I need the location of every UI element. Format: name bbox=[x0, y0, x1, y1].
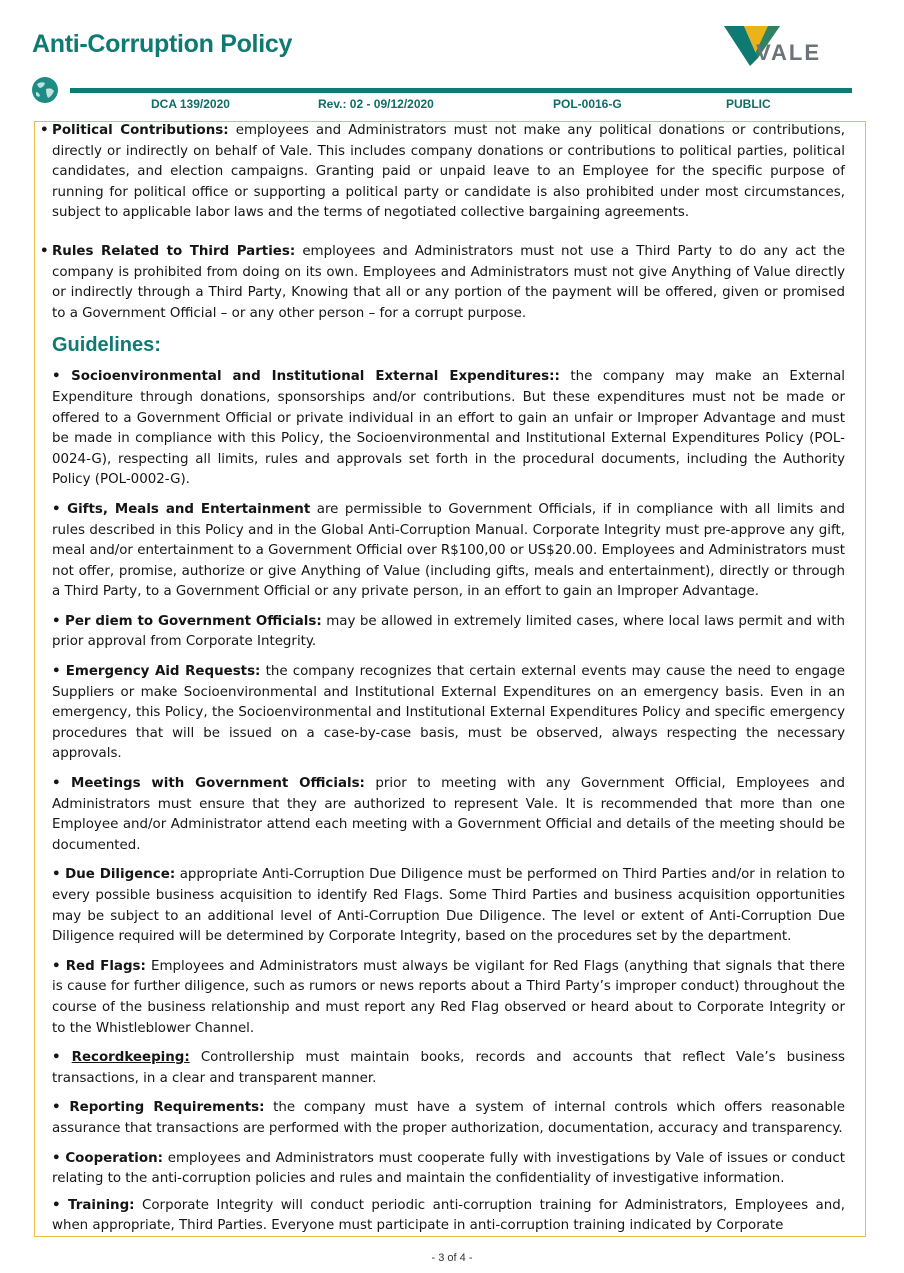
list-item: • Training: Corporate Integrity will conduct periodic anti-corruption training for Administrators, Employees and, when appropriate, Third Parties. Everyone must participate in anti-corruption training indicated by Corporate bbox=[52, 1197, 845, 1234]
list-item: • Political Contributions: employees and Administrators must not make any political donations or contributions, directly or indirectly on behalf of Vale. This includes company donations or contributions to political parties, political candidates, and election campaigns. Granting paid or unpaid leave to an Employee for the specific purpose of running for political office or supporting a political party or candidate is also prohibited under most circumstances, subject to applicable labor laws and the terms of negotiated collective bargaining agreements. bbox=[40, 123, 846, 221]
list-item: • Meetings with Government Officials: prior to meeting with any Government Official, Employees and Administrators must ensure that they are authorized to represent Vale. It is recommended that more than one Employee and/or Administrator attend each meeting with a Government Official and details of the meeting should be documented. bbox=[52, 776, 845, 853]
classification: PUBLIC bbox=[726, 97, 771, 111]
bullet: • bbox=[40, 123, 49, 138]
globe-icon bbox=[31, 76, 59, 104]
policy-body bbox=[40, 121, 846, 1237]
revision: Rev.: 02 - 09/12/2020 bbox=[318, 97, 434, 111]
list-item: • Rules Related to Third Parties: employees and Administrators must not use a Third Party to do any act the company is prohibited from doing on its own. Employees and Administrators must not give Anything of Value directly or indirectly through a Third Party, Knowing that all or any portion of the payment will be offered, given or promised to a Government Official – or any other person – for a corrupt purpose. bbox=[40, 243, 845, 321]
list-item: • Red Flags: Employees and Administrators must always be vigilant for Red Flags (anything that signals that there is cause for further diligence, such as rumors or news reports about a Third Party’s improper conduct) throughout the course of the business relationship and must report any Red Flag observed or heard about to Corporate Integrity or to the Whistleblower Channel. bbox=[52, 958, 845, 1036]
list-item: • Gifts, Meals and Entertainment are permissible to Government Officials, if in compliance with all limits and rules described in this Policy and in the Global Anti-Corruption Manual. Corporate Integrity must pre-approve any gift, meal and/or entertainment to a Government Official over R$100,00 or US$20.00. Employees and Administrators must not offer, promise, authorize or give Anything of Value (including gifts, meals and entertainment), directly or through a Third Party, to a Government Official or any private person, in an effort to gain an Improper Advantage. bbox=[52, 501, 845, 600]
logo-text: VALE bbox=[756, 40, 822, 65]
list-item: • Cooperation: employees and Administrators must cooperate fully with investigations by Vale of issues or conduct relating to the anti-corruption policies and rules and maintain the confidentiality of investigative information. bbox=[52, 1150, 845, 1187]
header-rule bbox=[70, 88, 852, 93]
page-number: - 3 of 4 - bbox=[431, 1252, 473, 1264]
list-item: • Per diem to Government Officials: may be allowed in extremely limited cases, where local laws permit and with prior approval from Corporate Integrity. bbox=[52, 613, 845, 650]
list-item: • Socioenvironmental and Institutional External Expenditures:: the company may make an External Expenditure through donations, sponsorships and/or contributions. But these expenditures must not be made or offered to a Government Official or private individual in an effort to gain an unfair or Improper Advantage and must be made in compliance with this Policy, the Socioenvironmental and Institutional External Expenditures Policy (POL-0024-G), respecting all limits, rules and approvals set forth in the procedural documents, including the Authority Policy (POL-0002-G). bbox=[52, 369, 845, 488]
guidelines-heading: Guidelines: bbox=[52, 334, 161, 357]
list-item: • Reporting Requirements: the company must have a system of internal controls which offers reasonable assurance that transactions are performed with the proper authorization, documentation, accuracy and transparency. bbox=[52, 1100, 845, 1136]
policy-code: POL-0016-G bbox=[553, 97, 622, 111]
list-item: • Emergency Aid Requests: the company recognizes that certain external events may cause the need to engage Suppliers or make Socioenvironmental and Institutional External Expenditures on an emergency basis. Even in an emergency, this Policy, the Socioenvironmental and Institutional External Expenditures Policy and specific emergency procedures that will be issued on a case-by-case basis, must be observed, always respecting the necessary approvals. bbox=[52, 664, 846, 762]
document-title: Anti-Corruption Policy bbox=[32, 30, 293, 58]
dca-number: DCA 139/2020 bbox=[151, 97, 230, 111]
list-item: • Recordkeeping: Controllership must maintain books, records and accounts that reflect Vale’s business transactions, in a clear and transparent manner. bbox=[52, 1050, 845, 1086]
list-item: • Due Diligence: appropriate Anti-Corruption Due Diligence must be performed on Third Parties and/or in relation to every possible business acquisition to identify Red Flags. Some Third Parties and business acquisition opportunities may be subject to an additional level of Anti-Corruption Due Diligence. The level or extent of Anti-Corruption Due Diligence required will be determined by Corporate Integrity, based on the procedures set by the department. bbox=[52, 867, 845, 945]
bullet: • bbox=[40, 243, 49, 259]
